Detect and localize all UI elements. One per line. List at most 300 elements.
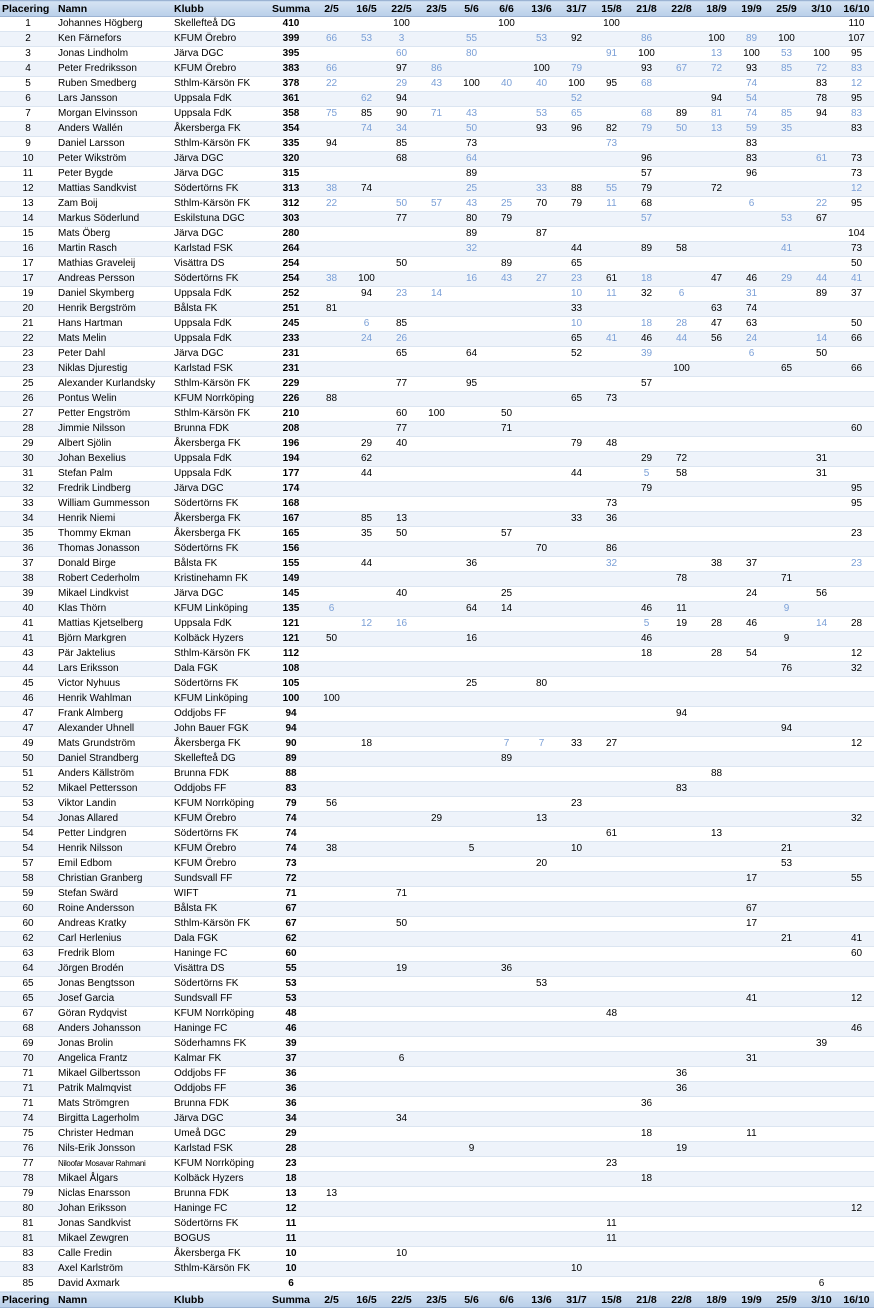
table-row bbox=[0, 842, 874, 857]
event-score-cell bbox=[804, 1172, 839, 1187]
event-score-cell bbox=[559, 962, 594, 977]
placement-cell: 83 bbox=[0, 1262, 56, 1277]
event-score-cell bbox=[839, 677, 874, 692]
total-score-cell: 90 bbox=[268, 737, 314, 752]
event-score-cell bbox=[839, 1157, 874, 1172]
placement-cell: 54 bbox=[0, 812, 56, 827]
event-score-cell bbox=[734, 1067, 769, 1082]
event-score-cell bbox=[804, 737, 839, 752]
event-score-cell bbox=[804, 842, 839, 857]
event-score-cell bbox=[489, 92, 524, 107]
table-row bbox=[0, 1187, 874, 1202]
event-score-cell bbox=[664, 812, 699, 827]
event-score-cell bbox=[699, 497, 734, 512]
event-score-cell bbox=[629, 527, 664, 542]
placement-cell: 22 bbox=[0, 332, 56, 347]
table-row bbox=[0, 782, 874, 797]
header-event-9[interactable]: 21/8 bbox=[629, 1, 664, 17]
event-score-cell bbox=[349, 707, 384, 722]
player-name-cell: Petter Lindgren bbox=[56, 827, 172, 842]
event-score-cell bbox=[314, 92, 349, 107]
event-score-cell bbox=[699, 242, 734, 257]
event-score-cell bbox=[524, 1142, 559, 1157]
header-klubb[interactable]: Klubb bbox=[172, 1, 268, 17]
event-score-cell bbox=[699, 677, 734, 692]
event-score-cell bbox=[489, 857, 524, 872]
event-score-cell bbox=[419, 497, 454, 512]
event-score-cell bbox=[419, 707, 454, 722]
player-name-cell: Axel Karlström bbox=[56, 1262, 172, 1277]
event-score-cell: 74 bbox=[734, 107, 769, 122]
total-score-cell: 29 bbox=[268, 1127, 314, 1142]
placement-cell: 52 bbox=[0, 782, 56, 797]
header-event-6[interactable]: 13/6 bbox=[524, 1, 559, 17]
player-name-cell: Peter Fredriksson bbox=[56, 62, 172, 77]
event-score-cell: 80 bbox=[454, 47, 489, 62]
event-score-cell: 60 bbox=[384, 47, 419, 62]
event-score-cell bbox=[664, 1097, 699, 1112]
placement-cell: 14 bbox=[0, 212, 56, 227]
event-score-cell bbox=[804, 1217, 839, 1232]
header-event-2[interactable]: 22/5 bbox=[384, 1, 419, 17]
event-score-cell bbox=[454, 17, 489, 32]
event-score-cell: 10 bbox=[559, 1262, 594, 1277]
club-cell: Sthlm-Kärsön FK bbox=[172, 407, 268, 422]
event-score-cell bbox=[594, 932, 629, 947]
event-score-cell bbox=[314, 512, 349, 527]
event-score-cell bbox=[489, 1007, 524, 1022]
event-score-cell: 88 bbox=[699, 767, 734, 782]
event-score-cell bbox=[384, 932, 419, 947]
event-score-cell bbox=[594, 377, 629, 392]
event-score-cell bbox=[314, 1127, 349, 1142]
event-score-cell bbox=[839, 1142, 874, 1157]
table-row bbox=[0, 302, 874, 317]
footer-event-2: 22/5 bbox=[384, 1292, 419, 1308]
event-score-cell bbox=[734, 422, 769, 437]
event-score-cell bbox=[839, 452, 874, 467]
event-score-cell bbox=[839, 752, 874, 767]
event-score-cell bbox=[524, 692, 559, 707]
event-score-cell bbox=[419, 1157, 454, 1172]
table-row bbox=[0, 992, 874, 1007]
event-score-cell bbox=[314, 722, 349, 737]
total-score-cell: 254 bbox=[268, 272, 314, 287]
event-score-cell bbox=[699, 407, 734, 422]
event-score-cell bbox=[489, 182, 524, 197]
event-score-cell: 74 bbox=[349, 182, 384, 197]
club-cell: KFUM Norrköping bbox=[172, 1007, 268, 1022]
event-score-cell bbox=[559, 617, 594, 632]
event-score-cell: 94 bbox=[664, 707, 699, 722]
event-score-cell bbox=[839, 1187, 874, 1202]
event-score-cell: 13 bbox=[524, 812, 559, 827]
header-placering[interactable]: Placering bbox=[0, 1, 56, 17]
event-score-cell bbox=[804, 527, 839, 542]
event-score-cell: 77 bbox=[384, 422, 419, 437]
total-score-cell: 79 bbox=[268, 797, 314, 812]
event-score-cell: 28 bbox=[839, 617, 874, 632]
event-score-cell bbox=[419, 947, 454, 962]
event-score-cell bbox=[349, 1277, 384, 1292]
table-row bbox=[0, 377, 874, 392]
club-cell: Karlstad FSK bbox=[172, 1142, 268, 1157]
total-score-cell: 48 bbox=[268, 1007, 314, 1022]
event-score-cell bbox=[699, 752, 734, 767]
event-score-cell bbox=[524, 617, 559, 632]
event-score-cell bbox=[454, 992, 489, 1007]
event-score-cell bbox=[524, 1187, 559, 1202]
event-score-cell bbox=[664, 47, 699, 62]
event-score-cell bbox=[454, 662, 489, 677]
table-row bbox=[0, 947, 874, 962]
event-score-cell bbox=[594, 407, 629, 422]
event-score-cell bbox=[559, 827, 594, 842]
event-score-cell bbox=[664, 662, 699, 677]
event-score-cell bbox=[314, 557, 349, 572]
event-score-cell: 6 bbox=[314, 602, 349, 617]
event-score-cell bbox=[769, 227, 804, 242]
club-cell: Åkersberga FK bbox=[172, 737, 268, 752]
event-score-cell bbox=[699, 707, 734, 722]
header-namn[interactable]: Namn bbox=[56, 1, 172, 17]
event-score-cell bbox=[594, 917, 629, 932]
player-name-cell: Niclas Enarsson bbox=[56, 1187, 172, 1202]
event-score-cell: 23 bbox=[594, 1157, 629, 1172]
event-score-cell bbox=[699, 437, 734, 452]
event-score-cell bbox=[559, 362, 594, 377]
event-score-cell: 86 bbox=[629, 32, 664, 47]
event-score-cell bbox=[804, 1022, 839, 1037]
event-score-cell: 89 bbox=[734, 32, 769, 47]
event-score-cell bbox=[559, 872, 594, 887]
event-score-cell: 36 bbox=[664, 1067, 699, 1082]
event-score-cell bbox=[629, 1157, 664, 1172]
header-event-13[interactable]: 25/9 bbox=[769, 1, 804, 17]
table-row bbox=[0, 977, 874, 992]
player-name-cell: Emil Edbom bbox=[56, 857, 172, 872]
event-score-cell bbox=[804, 362, 839, 377]
event-score-cell bbox=[524, 752, 559, 767]
table-row bbox=[0, 227, 874, 242]
event-score-cell: 41 bbox=[839, 932, 874, 947]
event-score-cell bbox=[489, 1052, 524, 1067]
event-score-cell bbox=[839, 1232, 874, 1247]
event-score-cell bbox=[699, 257, 734, 272]
event-score-cell bbox=[419, 92, 454, 107]
event-score-cell bbox=[314, 152, 349, 167]
event-score-cell: 55 bbox=[839, 872, 874, 887]
table-row bbox=[0, 332, 874, 347]
header-event-0[interactable]: 2/5 bbox=[314, 1, 349, 17]
player-name-cell: Viktor Landin bbox=[56, 797, 172, 812]
event-score-cell bbox=[454, 872, 489, 887]
event-score-cell bbox=[384, 752, 419, 767]
event-score-cell bbox=[419, 422, 454, 437]
event-score-cell bbox=[524, 707, 559, 722]
event-score-cell bbox=[629, 962, 664, 977]
event-score-cell: 100 bbox=[419, 407, 454, 422]
event-score-cell: 34 bbox=[384, 1112, 419, 1127]
event-score-cell bbox=[349, 1202, 384, 1217]
event-score-cell bbox=[489, 122, 524, 137]
event-score-cell bbox=[349, 662, 384, 677]
event-score-cell bbox=[454, 1022, 489, 1037]
total-score-cell: 313 bbox=[268, 182, 314, 197]
event-score-cell bbox=[594, 1172, 629, 1187]
event-score-cell bbox=[559, 1172, 594, 1187]
event-score-cell bbox=[769, 962, 804, 977]
event-score-cell bbox=[524, 1082, 559, 1097]
event-score-cell: 23 bbox=[559, 797, 594, 812]
event-score-cell bbox=[629, 1217, 664, 1232]
event-score-cell bbox=[769, 752, 804, 767]
event-score-cell bbox=[664, 227, 699, 242]
player-name-cell: Ken Färnefors bbox=[56, 32, 172, 47]
total-score-cell: 73 bbox=[268, 857, 314, 872]
event-score-cell bbox=[489, 632, 524, 647]
event-score-cell bbox=[419, 437, 454, 452]
header-event-14[interactable]: 3/10 bbox=[804, 1, 839, 17]
club-cell: Söderhamns FK bbox=[172, 1037, 268, 1052]
event-score-cell: 68 bbox=[629, 197, 664, 212]
placement-cell: 64 bbox=[0, 962, 56, 977]
event-score-cell bbox=[734, 17, 769, 32]
event-score-cell bbox=[629, 782, 664, 797]
event-score-cell bbox=[524, 1277, 559, 1292]
event-score-cell bbox=[559, 947, 594, 962]
placement-cell: 4 bbox=[0, 62, 56, 77]
event-score-cell: 40 bbox=[524, 77, 559, 92]
event-score-cell bbox=[664, 737, 699, 752]
total-score-cell: 168 bbox=[268, 497, 314, 512]
player-name-cell: Mikael Gilbertsson bbox=[56, 1067, 172, 1082]
event-score-cell bbox=[839, 587, 874, 602]
event-score-cell: 23 bbox=[839, 557, 874, 572]
event-score-cell: 12 bbox=[839, 1202, 874, 1217]
event-score-cell bbox=[664, 1157, 699, 1172]
event-score-cell bbox=[594, 1127, 629, 1142]
event-score-cell bbox=[699, 167, 734, 182]
club-cell: Åkersberga FK bbox=[172, 512, 268, 527]
event-score-cell bbox=[314, 1262, 349, 1277]
event-score-cell bbox=[419, 47, 454, 62]
total-score-cell: 67 bbox=[268, 917, 314, 932]
event-score-cell bbox=[804, 692, 839, 707]
table-row bbox=[0, 692, 874, 707]
event-score-cell bbox=[699, 887, 734, 902]
header-event-4[interactable]: 5/6 bbox=[454, 1, 489, 17]
event-score-cell bbox=[454, 857, 489, 872]
event-score-cell: 100 bbox=[804, 47, 839, 62]
event-score-cell bbox=[559, 422, 594, 437]
event-score-cell: 56 bbox=[314, 797, 349, 812]
event-score-cell bbox=[664, 1052, 699, 1067]
event-score-cell bbox=[699, 1157, 734, 1172]
table-row bbox=[0, 1157, 874, 1172]
event-score-cell bbox=[629, 1052, 664, 1067]
total-score-cell: 12 bbox=[268, 1202, 314, 1217]
event-score-cell bbox=[419, 137, 454, 152]
event-score-cell bbox=[629, 737, 664, 752]
placement-cell: 10 bbox=[0, 152, 56, 167]
club-cell: Haninge FC bbox=[172, 1202, 268, 1217]
event-score-cell: 60 bbox=[839, 947, 874, 962]
table-row bbox=[0, 1082, 874, 1097]
event-score-cell bbox=[769, 392, 804, 407]
event-score-cell: 66 bbox=[839, 362, 874, 377]
player-name-cell: Roine Andersson bbox=[56, 902, 172, 917]
event-score-cell: 16 bbox=[454, 632, 489, 647]
placement-cell: 78 bbox=[0, 1172, 56, 1187]
event-score-cell bbox=[629, 1277, 664, 1292]
event-score-cell: 95 bbox=[839, 92, 874, 107]
event-score-cell bbox=[769, 287, 804, 302]
event-score-cell bbox=[419, 692, 454, 707]
header-event-1[interactable]: 16/5 bbox=[349, 1, 384, 17]
event-score-cell bbox=[559, 1097, 594, 1112]
event-score-cell bbox=[524, 332, 559, 347]
event-score-cell bbox=[419, 662, 454, 677]
event-score-cell bbox=[594, 242, 629, 257]
event-score-cell bbox=[804, 947, 839, 962]
event-score-cell bbox=[664, 377, 699, 392]
header-event-11[interactable]: 18/9 bbox=[699, 1, 734, 17]
event-score-cell bbox=[349, 917, 384, 932]
event-score-cell bbox=[594, 1247, 629, 1262]
header-event-15[interactable]: 16/10 bbox=[839, 1, 874, 17]
header-event-7[interactable]: 31/7 bbox=[559, 1, 594, 17]
event-score-cell bbox=[734, 887, 769, 902]
player-name-cell: Daniel Larsson bbox=[56, 137, 172, 152]
event-score-cell bbox=[769, 1262, 804, 1277]
event-score-cell bbox=[314, 17, 349, 32]
event-score-cell bbox=[559, 602, 594, 617]
event-score-cell bbox=[419, 1022, 454, 1037]
event-score-cell bbox=[769, 167, 804, 182]
event-score-cell bbox=[454, 587, 489, 602]
event-score-cell bbox=[664, 797, 699, 812]
event-score-cell bbox=[349, 167, 384, 182]
event-score-cell: 12 bbox=[839, 737, 874, 752]
event-score-cell bbox=[419, 482, 454, 497]
event-score-cell bbox=[734, 677, 769, 692]
event-score-cell bbox=[524, 962, 559, 977]
event-score-cell bbox=[384, 302, 419, 317]
event-score-cell bbox=[349, 632, 384, 647]
event-score-cell bbox=[804, 302, 839, 317]
header-summa[interactable]: Summa bbox=[268, 1, 314, 17]
footer-event-7: 31/7 bbox=[559, 1292, 594, 1308]
event-score-cell bbox=[349, 1037, 384, 1052]
event-score-cell bbox=[699, 977, 734, 992]
event-score-cell: 44 bbox=[559, 242, 594, 257]
event-score-cell bbox=[384, 227, 419, 242]
player-name-cell: Daniel Skymberg bbox=[56, 287, 172, 302]
event-score-cell bbox=[769, 587, 804, 602]
total-score-cell: 135 bbox=[268, 602, 314, 617]
event-score-cell: 35 bbox=[769, 122, 804, 137]
event-score-cell bbox=[524, 407, 559, 422]
header-event-10[interactable]: 22/8 bbox=[664, 1, 699, 17]
event-score-cell: 50 bbox=[454, 122, 489, 137]
event-score-cell bbox=[559, 452, 594, 467]
event-score-cell bbox=[699, 1202, 734, 1217]
event-score-cell bbox=[664, 257, 699, 272]
event-score-cell bbox=[349, 1262, 384, 1277]
event-score-cell bbox=[419, 827, 454, 842]
club-cell: Bålsta FK bbox=[172, 902, 268, 917]
event-score-cell bbox=[524, 467, 559, 482]
table-row bbox=[0, 1037, 874, 1052]
event-score-cell bbox=[594, 587, 629, 602]
event-score-cell bbox=[804, 1202, 839, 1217]
header-event-3[interactable]: 23/5 bbox=[419, 1, 454, 17]
player-name-cell: Niklas Djurestig bbox=[56, 362, 172, 377]
event-score-cell bbox=[489, 872, 524, 887]
event-score-cell bbox=[454, 1052, 489, 1067]
header-event-8[interactable]: 15/8 bbox=[594, 1, 629, 17]
event-score-cell: 23 bbox=[839, 527, 874, 542]
header-event-12[interactable]: 19/9 bbox=[734, 1, 769, 17]
event-score-cell bbox=[839, 407, 874, 422]
placement-cell: 76 bbox=[0, 1142, 56, 1157]
event-score-cell bbox=[734, 527, 769, 542]
event-score-cell bbox=[559, 557, 594, 572]
event-score-cell bbox=[699, 1022, 734, 1037]
event-score-cell bbox=[524, 932, 559, 947]
event-score-cell bbox=[314, 347, 349, 362]
total-score-cell: 53 bbox=[268, 992, 314, 1007]
event-score-cell: 85 bbox=[349, 107, 384, 122]
event-score-cell bbox=[734, 662, 769, 677]
total-score-cell: 358 bbox=[268, 107, 314, 122]
event-score-cell bbox=[839, 827, 874, 842]
total-score-cell: 121 bbox=[268, 617, 314, 632]
event-score-cell: 44 bbox=[664, 332, 699, 347]
placement-cell: 29 bbox=[0, 437, 56, 452]
event-score-cell bbox=[419, 542, 454, 557]
placement-cell: 23 bbox=[0, 347, 56, 362]
event-score-cell bbox=[734, 257, 769, 272]
event-score-cell: 83 bbox=[839, 107, 874, 122]
event-score-cell bbox=[489, 392, 524, 407]
event-score-cell bbox=[489, 437, 524, 452]
event-score-cell: 27 bbox=[524, 272, 559, 287]
club-cell: Dala FGK bbox=[172, 932, 268, 947]
event-score-cell: 12 bbox=[839, 647, 874, 662]
event-score-cell bbox=[314, 437, 349, 452]
event-score-cell bbox=[594, 1187, 629, 1202]
event-score-cell bbox=[419, 1067, 454, 1082]
event-score-cell bbox=[664, 857, 699, 872]
event-score-cell: 83 bbox=[734, 152, 769, 167]
event-score-cell: 14 bbox=[419, 287, 454, 302]
placement-cell: 47 bbox=[0, 707, 56, 722]
event-score-cell bbox=[804, 512, 839, 527]
event-score-cell: 10 bbox=[384, 1247, 419, 1262]
event-score-cell: 100 bbox=[524, 62, 559, 77]
event-score-cell bbox=[349, 842, 384, 857]
event-score-cell bbox=[419, 1232, 454, 1247]
player-name-cell: David Axmark bbox=[56, 1277, 172, 1292]
event-score-cell bbox=[769, 1157, 804, 1172]
event-score-cell: 18 bbox=[349, 737, 384, 752]
table-row bbox=[0, 92, 874, 107]
header-event-5[interactable]: 6/6 bbox=[489, 1, 524, 17]
event-score-cell bbox=[804, 572, 839, 587]
event-score-cell bbox=[594, 767, 629, 782]
